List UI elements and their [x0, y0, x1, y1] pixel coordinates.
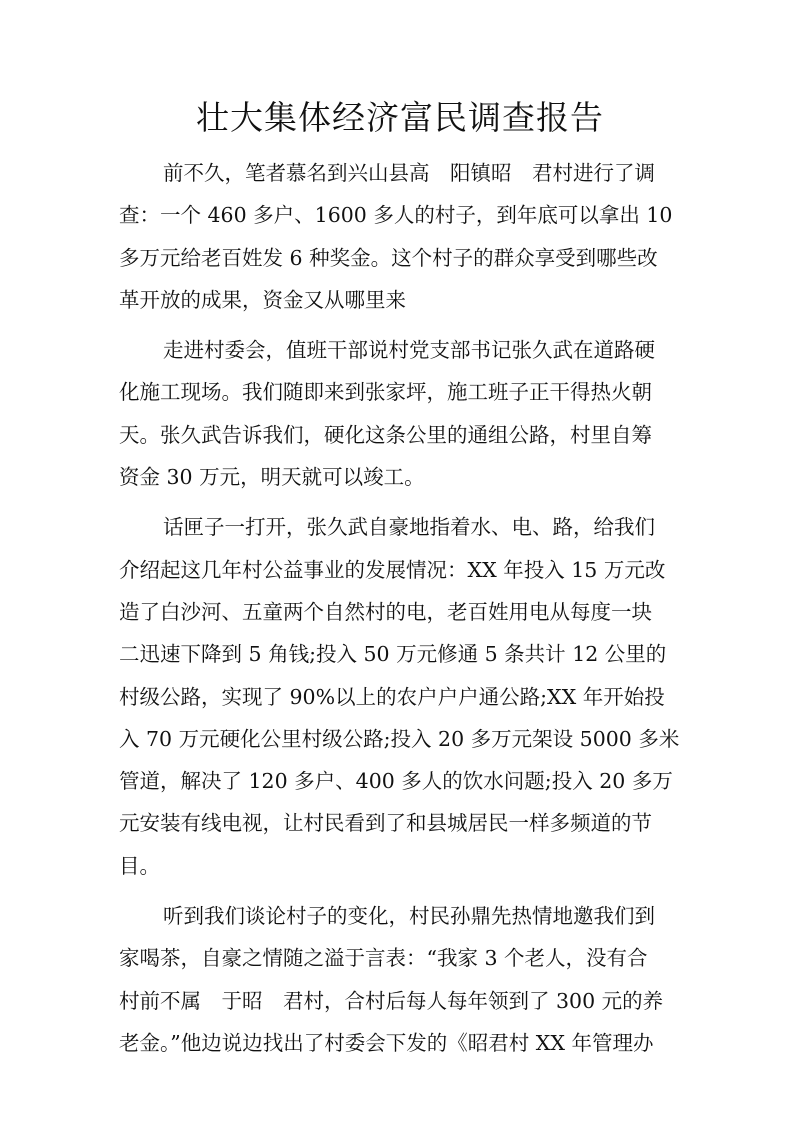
text-line: 目。 [119, 853, 160, 878]
text-line: 前不久，笔者慕名到兴山县高 阳镇昭 君村进行了调 [163, 161, 655, 185]
text-line: 听到我们谈论村子的变化，村民孙鼎先热情地邀我们到 [163, 904, 655, 929]
text-line: 二迅速下降到 5 角钱;投入 50 万元修通 5 条共计 12 公里的 [119, 642, 667, 667]
paragraph-4 [119, 895, 694, 1064]
document-body [119, 152, 694, 1072]
text-line: 多万元给老百姓发 6 种奖金。这个村子的群众享受到哪些改 [119, 245, 658, 270]
text-line: 化施工现场。我们随即来到张家坪，施工班子正干得热火朝 [119, 380, 652, 405]
text-line: 查：一个 460 多户、1600 多人的村子，到年底可以拿出 10 [119, 203, 673, 228]
text-line: 元安装有线电视，让村民看到了和县城居民一样多频道的节 [119, 811, 652, 836]
text-line: 入 70 万元硬化公里村级公路;投入 20 多万元架设 5000 多米 [119, 726, 680, 751]
text-line: 革开放的成果，资金又从哪里来 [119, 287, 406, 312]
paragraph-2 [119, 329, 694, 498]
text-line: 介绍起这几年村公益事业的发展情况：XX 年投入 15 万元改 [119, 557, 666, 582]
text-line: 村前不属 于昭 君村，合村后每人每年领到了 300 元的养 [119, 988, 664, 1013]
text-line: 话匣子一打开，张久武自豪地指着水、电、路，给我们 [163, 515, 655, 540]
paragraph-3 [119, 506, 694, 887]
text-line: 天。张久武告诉我们，硬化这条公里的通组公路，村里自筹 [119, 422, 652, 447]
text-line: 造了白沙河、五童两个自然村的电，老百姓用电从每度一块 [119, 599, 652, 624]
text-line: 老金。”他边说边找出了村委会下发的《昭君村 XX 年管理办 [119, 1030, 654, 1055]
paragraph-1 [119, 152, 694, 321]
text-line: 村级公路，实现了 90%以上的农户户户通公路;XX 年开始投 [119, 684, 665, 709]
text-line: 管道，解决了 120 多户、400 多人的饮水问题;投入 20 多万 [119, 769, 673, 794]
text-line: 家喝茶，自豪之情随之溢于言表：“我家 3 个老人，没有合 [119, 946, 648, 971]
text-line: 走进村委会，值班干部说村党支部书记张久武在道路硬 [163, 338, 655, 363]
text-line: 资金 30 万元，明天就可以竣工。 [119, 465, 425, 490]
document-title: 壮大集体经济富民调查报告 [196, 98, 604, 137]
